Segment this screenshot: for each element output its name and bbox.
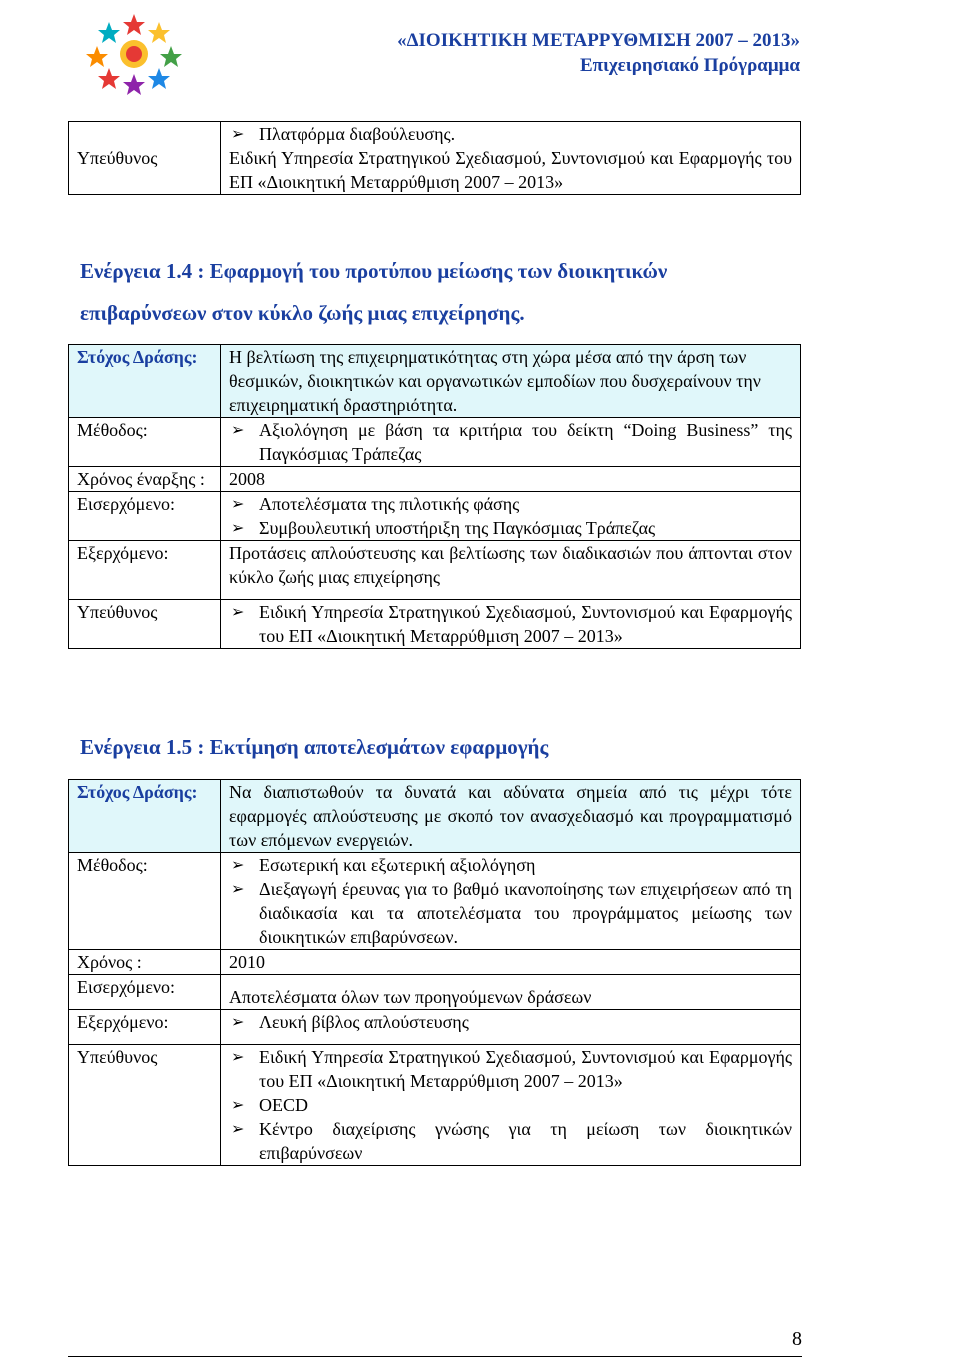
responsible-label: Υπεύθυνος [69, 122, 221, 195]
responsible-value: Ειδική Υπηρεσία Στρατηγικού Σχεδιασμού, Συντονισμού και Εφαρμογής του ΕΠ «Διοικητική Μεταρρύθμιση 2007 – 2013» [229, 148, 792, 192]
output-cell [221, 1010, 801, 1045]
list-item: ➢ Εσωτερική και εξωτερική αξιολόγηση [229, 853, 792, 877]
output-value: Προτάσεις απλούστευσης και βελτίωσης των διαδικασιών που άπτονται στον κύκλο ζωής μιας επιχείρησης [221, 541, 801, 600]
star-ring-icon [86, 14, 182, 95]
page-number: 8 [792, 1328, 802, 1350]
bullet-list [229, 1010, 792, 1034]
document-header [397, 28, 800, 78]
input-cell [221, 492, 801, 541]
method-label: Μέθοδος: [69, 418, 221, 467]
list-item: ➢ Διεξαγωγή έρευνας για το βαθμό ικανοποίησης των επιχειρήσεων από τη διαδικασία και τα αποτελέσματα του προγράμματος μείωσης των διοικητικών επιβαρύνσεων. [229, 877, 792, 949]
output-label: Εξερχόμενο: [69, 541, 221, 600]
goal-label: Στόχος Δράσης: [69, 780, 221, 853]
start-value: 2008 [221, 467, 801, 492]
bullet-list [229, 853, 792, 949]
goal-value: Να διαπιστωθούν τα δυνατά και αδύνατα σημεία από τις μέχρι τότε εφαρμογές απλούστευσης με σκοπό τον ανασχεδιασμό και προγραμματισμό των επόμενων ενεργειών. [221, 780, 801, 853]
header-subtitle: Επιχειρησιακό Πρόγραμμα [579, 55, 800, 76]
top-table [68, 121, 801, 195]
table-row [69, 600, 801, 649]
table-row [69, 541, 801, 600]
action-15-heading: Ενέργεια 1.5 : Εκτίμηση αποτελεσμάτων εφαρμογής [80, 735, 549, 759]
action-15-table [68, 779, 801, 1166]
list-item: ➢ Κέντρο διαχείρισης γνώσης για τη μείωση των διοικητικών επιβαρύνσεων [229, 1117, 792, 1165]
method-label: Μέθοδος: [69, 853, 221, 950]
input-label: Εισερχόμενο: [69, 492, 221, 541]
heading-line: Ενέργεια 1.4 : Εφαρμογή του προτύπου μείωσης των διοικητικών [80, 259, 668, 283]
responsible-label: Υπεύθυνος [69, 1045, 221, 1166]
list-item: ➢ Αποτελέσματα της πιλοτικής φάσης [229, 492, 792, 516]
table-row [69, 122, 801, 195]
input-value: Αποτελέσματα όλων των προηγούμενων δράσεων [221, 975, 801, 1010]
bullet-list [229, 122, 792, 146]
list-item: ➢ Αξιολόγηση με βάση τα κριτήρια του δείκτη “Doing Business” της Παγκόσμιας Τράπεζας [229, 418, 792, 466]
program-logo [74, 8, 194, 98]
goal-value: Η βελτίωση της επιχειρηματικότητας στη χώρα μέσα από την άρση των θεσμικών, διοικητικών και οργανωτικών εμποδίων που δυσχεραίνουν την επιχειρηματική δραστηριότητα. [221, 345, 801, 418]
header-title: «ΔΙΟΙΚΗΤΙΚΗ ΜΕΤΑΡΡΥΘΜΙΣΗ 2007 – 2013» [397, 30, 800, 51]
bullet-list [229, 492, 792, 540]
action-14-table [68, 344, 801, 649]
list-item: ➢ Ειδική Υπηρεσία Στρατηγικού Σχεδιασμού, Συντονισμού και Εφαρμογής του ΕΠ «Διοικητική Μεταρρύθμιση 2007 – 2013» [229, 1045, 792, 1093]
table-row [69, 950, 801, 975]
table-row [69, 418, 801, 467]
time-label: Χρόνος : [69, 950, 221, 975]
responsible-cell [221, 122, 801, 195]
responsible-cell [221, 600, 801, 649]
footer-divider [68, 1356, 802, 1357]
bullet-list [229, 418, 792, 466]
input-label: Εισερχόμενο: [69, 975, 221, 1010]
start-label: Χρόνος έναρξης : [69, 467, 221, 492]
method-cell [221, 418, 801, 467]
responsible-cell [221, 1045, 801, 1166]
table-row [69, 492, 801, 541]
goal-label: Στόχος Δράσης: [69, 345, 221, 418]
table-row [69, 345, 801, 418]
list-item: ➢ OECD [229, 1093, 792, 1117]
list-item: ➢ Πλατφόρμα διαβούλευσης. [229, 122, 792, 146]
list-item: ➢ Λευκή βίβλος απλούστευσης [229, 1010, 792, 1034]
list-item: ➢ Ειδική Υπηρεσία Στρατηγικού Σχεδιασμού, Συντονισμού και Εφαρμογής του ΕΠ «Διοικητική Μεταρρύθμιση 2007 – 2013» [229, 600, 792, 648]
action-14-heading [80, 250, 667, 334]
bullet-list [229, 1045, 792, 1165]
method-cell [221, 853, 801, 950]
bullet-list [229, 600, 792, 648]
heading-line: επιβαρύνσεων στον κύκλο ζωής μιας επιχείρησης. [80, 301, 525, 325]
list-item: ➢ Συμβουλευτική υποστήριξη της Παγκόσμιας Τράπεζας [229, 516, 792, 540]
table-row [69, 975, 801, 1010]
table-row [69, 467, 801, 492]
responsible-label: Υπεύθυνος [69, 600, 221, 649]
table-row [69, 853, 801, 950]
table-row [69, 780, 801, 853]
time-value: 2010 [221, 950, 801, 975]
output-label: Εξερχόμενο: [69, 1010, 221, 1045]
table-row [69, 1045, 801, 1166]
table-row [69, 1010, 801, 1045]
